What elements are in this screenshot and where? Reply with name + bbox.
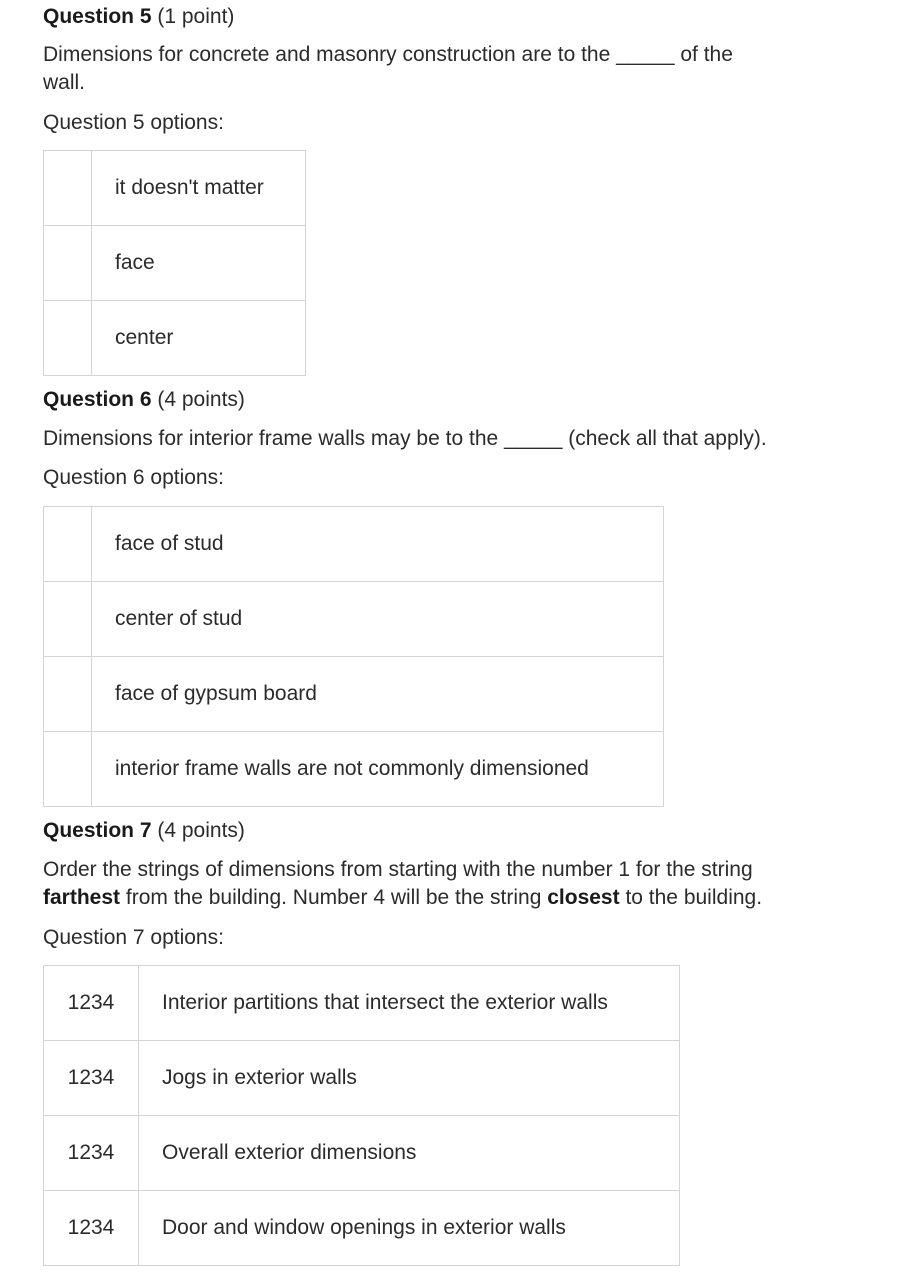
option-row[interactable] [44,301,306,376]
question-6-title [43,387,245,413]
ordering-row [44,1191,680,1266]
option-checkbox-cell[interactable] [44,582,92,657]
option-checkbox-cell[interactable] [44,657,92,732]
question-5-points: (1 point) [157,5,235,28]
question-7-points: (4 points) [157,819,245,842]
question-6-options-table [43,506,664,807]
option-row[interactable] [44,226,306,301]
order-selector[interactable]: 1234 [44,966,139,1041]
question-5-options-table [43,150,306,376]
option-row[interactable] [44,582,664,657]
ordering-row [44,1116,680,1191]
emphasis-closest: closest [547,886,620,909]
question-7-text-mid: from the building. Number 4 will be the string [120,886,548,909]
question-7-options-table [43,965,680,1266]
option-label: center [92,301,306,376]
ordering-item-label: Door and window openings in exterior walls [139,1191,680,1266]
question-7-number: Question 7 [43,819,152,842]
question-5-text-line1: Dimensions for concrete and masonry construction are to the _____ of the [43,43,733,66]
question-5-number: Question 5 [43,5,152,28]
ordering-item-label: Jogs in exterior walls [139,1041,680,1116]
option-radio-cell[interactable] [44,151,92,226]
ordering-row [44,966,680,1041]
option-checkbox-cell[interactable] [44,507,92,582]
question-6-options-label: Question 6 options: [43,466,224,489]
option-row[interactable] [44,507,664,582]
question-7-text-line1: Order the strings of dimensions from starting with the number 1 for the string [43,858,753,881]
question-6-text: Dimensions for interior frame walls may be to the _____ (check all that apply). [43,427,767,450]
question-7-text-end: to the building. [619,886,763,909]
question-5-options-label: Question 5 options: [43,111,224,134]
order-selector[interactable]: 1234 [44,1041,139,1116]
question-7-title [43,818,245,844]
ordering-row [44,1041,680,1116]
question-6-points: (4 points) [157,388,245,411]
ordering-item-label: Interior partitions that intersect the exterior walls [139,966,680,1041]
option-label: face of gypsum board [92,657,664,732]
question-5-text-line2: wall. [43,71,86,94]
question-5-title [43,4,234,30]
question-6-number: Question 6 [43,388,152,411]
option-label: face [92,226,306,301]
option-row[interactable] [44,151,306,226]
ordering-item-label: Overall exterior dimensions [139,1116,680,1191]
question-7-text-line2 [43,884,762,912]
question-7-text [43,856,762,912]
question-7-options-label: Question 7 options: [43,926,224,949]
order-selector[interactable]: 1234 [44,1191,139,1266]
option-checkbox-cell[interactable] [44,732,92,807]
option-radio-cell[interactable] [44,226,92,301]
emphasis-farthest: farthest [43,886,121,909]
option-label: face of stud [92,507,664,582]
option-radio-cell[interactable] [44,301,92,376]
option-label: interior frame walls are not commonly dimensioned [92,732,664,807]
option-row[interactable] [44,732,664,807]
question-5-text [43,41,733,97]
option-label: it doesn't matter [92,151,306,226]
option-row[interactable] [44,657,664,732]
option-label: center of stud [92,582,664,657]
order-selector[interactable]: 1234 [44,1116,139,1191]
